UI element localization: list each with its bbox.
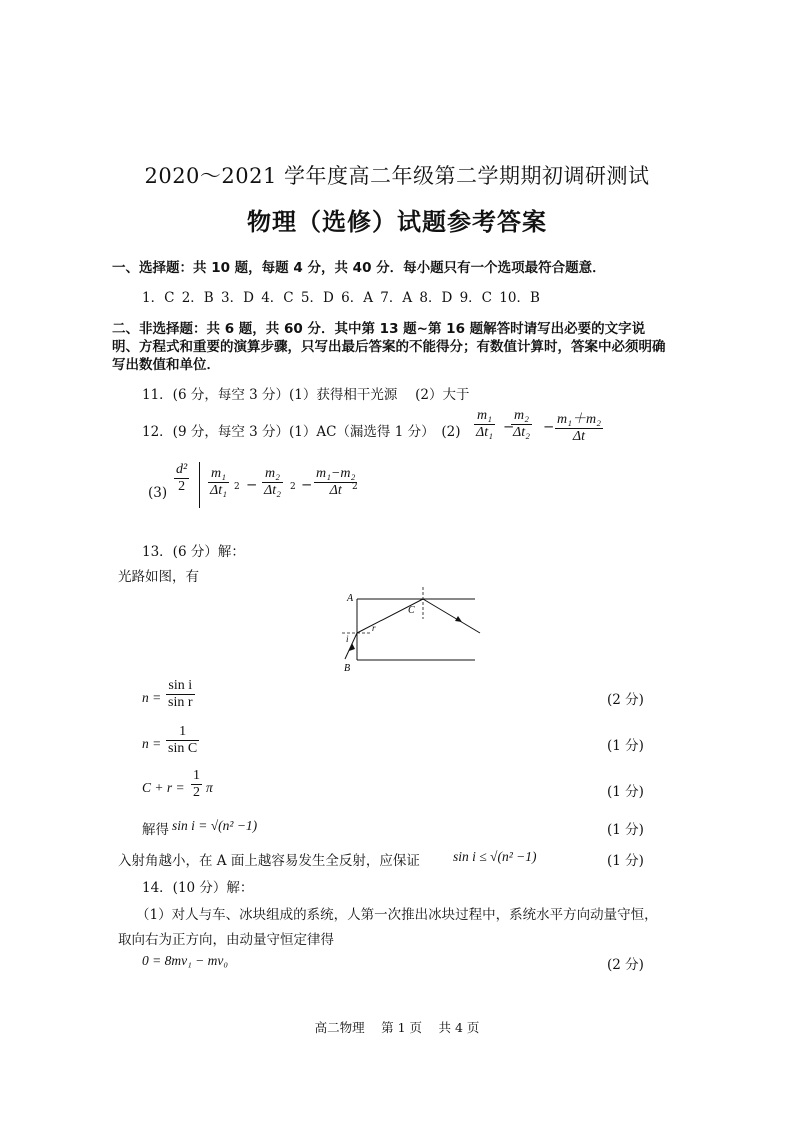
exponent: 2 [352, 482, 358, 492]
eq2-lhs: n = [142, 736, 162, 751]
eq1-lhs: n = [142, 690, 162, 705]
fraction: $\frac{\text{d²}}{2}$ [176, 462, 188, 494]
eq5-text: 入射角越小，在 A 面上越容易发生全反射，应保证 [118, 853, 420, 869]
q14-equation: 0 = 8mv₁ − mv₀ [142, 953, 229, 968]
q14-paragraph-2: 取向右为正方向，由动量守恒定律得 [118, 932, 334, 948]
optics-diagram [330, 585, 500, 675]
section1-answers: 1．C 2．B 3．D 4．C 5．D 6．A 7．A 8．D 9．C 10．B [142, 290, 540, 306]
exponent: 2 [234, 482, 240, 492]
label-b: B [344, 663, 351, 674]
fraction: $\frac{\text{m₂}}{\text{Δt₂}}$ [513, 408, 530, 440]
section2-heading: 二、非选择题：共 6 题，共 60 分．其中第 13 题~第 16 题解答时请写出必要的文字说明、方程式和重要的演算步骤，只写出最后答案的不能得分；有数值计算时，答案中必须明确写出数值和单位． [112, 321, 666, 373]
page-title: 2020～2021 学年度高二年级第二学期期初调研测试 [144, 164, 650, 188]
section1-heading: 一、选择题：共 10 题，每题 4 分，共 40 分．每小题只有一个选项最符合题意． [112, 260, 606, 276]
eq4-score: (1 分) [607, 822, 644, 838]
fraction: $\frac{\text{m₁}}{\text{Δt₁}}$ [210, 466, 227, 498]
page-subtitle: 物理（选修）试题参考答案 [247, 208, 547, 236]
exponent: 2 [290, 482, 296, 492]
fraction: $\frac{1}{2}$ [193, 768, 200, 800]
fraction: $\frac{\text{m₂}}{\text{Δt₂}}$ [264, 466, 281, 498]
q13-intro: 光路如图，有 [118, 569, 199, 585]
eq1-score: (2 分) [607, 692, 644, 708]
fraction: $\frac{1}{\text{sin C}}$ [168, 724, 198, 756]
page-footer: 高二物理 第 1 页 共 4 页 [314, 1020, 480, 1035]
eq4-expression: sin i = √(n² −1) [172, 818, 258, 833]
fraction: $\frac{\text{sin i}}{\text{sin r}}$ [168, 678, 193, 710]
fraction: $\frac{\text{m₁−m₂}}{\Delta t}$ [316, 466, 356, 498]
minus-sign: − [301, 477, 313, 493]
q11-answer: 11．(6 分，每空 3 分）(1）获得相干光源 (2）大于 [142, 387, 470, 403]
eq3-score: (1 分) [607, 784, 644, 800]
fraction: $\frac{\text{m₁}}{\text{Δt₁}}$ [476, 408, 493, 440]
q13-header: 13．(6 分）解： [142, 544, 245, 560]
eq5-expression: sin i ≤ √(n² −1) [453, 849, 537, 864]
fraction: $\frac{\text{m₁＋m₂}}{\Delta t}$ [555, 408, 603, 445]
minus-sign: − [543, 419, 555, 435]
label-a: A [347, 593, 354, 604]
reflected-ray [423, 599, 480, 633]
q14-header: 14．(10 分）解： [142, 880, 254, 896]
eq5-score: (1 分) [607, 853, 644, 869]
q14-score: (2 分) [607, 957, 644, 973]
label-i: i [346, 634, 349, 644]
q12-part3-label: (3) [148, 485, 168, 501]
label-r: r [372, 623, 376, 633]
eq2-score: (1 分) [607, 738, 644, 754]
eq3-pi: π [206, 780, 213, 795]
q14-paragraph-1: （1）对人与车、冰块组成的系统，人第一次推出冰块过程中，系统水平方向动量守恒， [136, 907, 658, 923]
minus-sign: − [246, 477, 258, 493]
q12-answer: 12．(9 分，每空 3 分）(1）AC（漏选得 1 分） (2) [142, 424, 461, 440]
minus-sign: − [503, 419, 515, 435]
eq4-prefix: 解得 [142, 822, 169, 838]
label-c: C [408, 605, 415, 616]
bracket [199, 462, 200, 508]
arrow-icon [349, 643, 355, 651]
eq3-lhs: C + r = [142, 780, 185, 795]
